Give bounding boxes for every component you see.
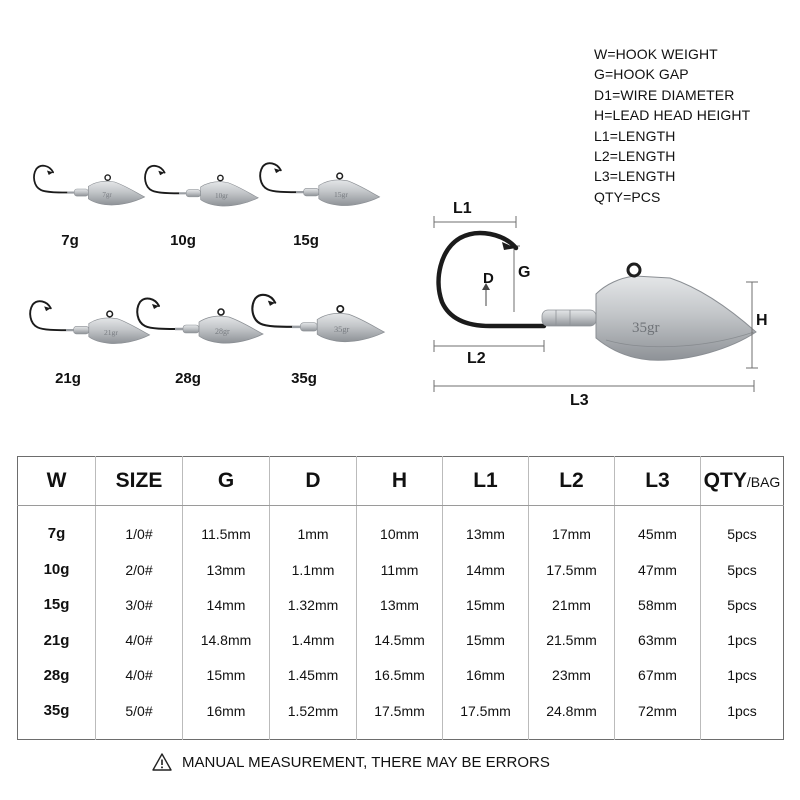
cell-size: 5/0# <box>96 693 183 740</box>
cell-d: 1mm <box>270 506 357 552</box>
cell-l2: 17mm <box>529 506 615 552</box>
cell-h: 13mm <box>357 587 443 622</box>
cell-g: 15mm <box>183 658 270 693</box>
cell-qty: 1pcs <box>701 658 784 693</box>
note-text: MANUAL MEASUREMENT, THERE MAY BE ERRORS <box>182 753 550 771</box>
cell-w: 15g <box>43 596 70 614</box>
cell-l1: 15mm <box>443 622 529 657</box>
jig-head-thumbnail <box>143 160 260 210</box>
l2-dimension-line <box>434 340 544 352</box>
table-row <box>18 506 784 552</box>
head-stamp: 35gr <box>632 320 660 336</box>
table-row <box>18 587 784 622</box>
legend-item: D1=WIRE DIAMETER <box>594 86 735 103</box>
cell-g: 16mm <box>183 693 270 740</box>
cell-w: 7g <box>47 525 66 543</box>
col-header-w: W <box>18 457 96 506</box>
warning-icon <box>152 753 172 771</box>
cell-l1: 17.5mm <box>443 693 529 740</box>
l1-label: L1 <box>453 200 472 217</box>
cell-h: 16.5mm <box>357 658 443 693</box>
legend-item: L3=LENGTH <box>594 168 676 185</box>
lure-weight-label: 7g <box>61 232 79 249</box>
cell-d: 1.45mm <box>270 658 357 693</box>
cell-l1: 16mm <box>443 658 529 693</box>
cell-qty: 5pcs <box>701 506 784 552</box>
cell-d: 1.52mm <box>270 693 357 740</box>
jig-head-thumbnail <box>250 288 387 347</box>
cell-l2: 24.8mm <box>529 693 615 740</box>
cell-size: 3/0# <box>96 587 183 622</box>
dimension-legend <box>594 44 750 207</box>
cell-g: 14mm <box>183 587 270 622</box>
lead-head <box>596 276 756 360</box>
cell-qty: 5pcs <box>701 552 784 587</box>
table-header-row <box>18 457 784 506</box>
l2-label: L2 <box>467 350 486 367</box>
cell-w: 28g <box>43 666 70 684</box>
line-eye <box>628 264 640 276</box>
cell-w: 35g <box>43 702 70 720</box>
cell-l1: 15mm <box>443 587 529 622</box>
head-stamp: 21gr <box>103 327 118 337</box>
cell-l3: 67mm <box>615 658 701 693</box>
lure-weight-label: 21g <box>55 370 81 387</box>
col-header-l3: L3 <box>615 457 701 506</box>
cell-l1: 14mm <box>443 552 529 587</box>
cell-g: 11.5mm <box>183 506 270 552</box>
col-header-l2: L2 <box>529 457 615 506</box>
dimension-diagram <box>420 190 780 420</box>
hook-collar <box>542 310 596 326</box>
head-stamp: 10gr <box>214 191 229 200</box>
col-header-size: SIZE <box>96 457 183 506</box>
cell-l3: 58mm <box>615 587 701 622</box>
lure-weight-label: 28g <box>175 370 201 387</box>
legend-item: G=HOOK GAP <box>594 66 689 83</box>
qty-header-suffix: /BAG <box>746 474 781 490</box>
l3-dimension-line <box>434 380 754 392</box>
cell-h: 11mm <box>357 552 443 587</box>
lure-weight-label: 35g <box>291 370 317 387</box>
legend-item: L1=LENGTH <box>594 127 676 144</box>
head-stamp: 15gr <box>333 189 348 199</box>
cell-h: 17.5mm <box>357 693 443 740</box>
head-stamp: 35gr <box>333 325 350 335</box>
cell-l3: 72mm <box>615 693 701 740</box>
cell-size: 1/0# <box>96 506 183 552</box>
jig-head-thumbnail <box>28 295 152 348</box>
table-row <box>18 622 784 657</box>
jig-head-thumbnail <box>135 292 265 348</box>
cell-h: 10mm <box>357 506 443 552</box>
cell-d: 1.4mm <box>270 622 357 657</box>
qty-header-label: QTY <box>703 469 747 492</box>
cell-l2: 21.5mm <box>529 622 615 657</box>
table-row <box>18 693 784 740</box>
cell-size: 2/0# <box>96 552 183 587</box>
cell-l3: 63mm <box>615 622 701 657</box>
cell-size: 4/0# <box>96 622 183 657</box>
jig-head-thumbnail <box>32 160 146 209</box>
cell-g: 14.8mm <box>183 622 270 657</box>
legend-item: H=LEAD HEAD HEIGHT <box>594 107 751 124</box>
d-label: D <box>483 270 494 287</box>
cell-l2: 17.5mm <box>529 552 615 587</box>
cell-w: 10g <box>43 561 70 579</box>
cell-d: 1.32mm <box>270 587 357 622</box>
cell-size: 4/0# <box>96 658 183 693</box>
spec-table <box>17 456 784 740</box>
cell-l3: 45mm <box>615 506 701 552</box>
table-row <box>18 658 784 693</box>
jig-head-thumbnail <box>258 157 382 210</box>
col-header-h: H <box>357 457 443 506</box>
col-header-qty <box>701 457 784 506</box>
l3-label: L3 <box>570 392 589 409</box>
lure-weight-label: 10g <box>170 232 196 249</box>
lure-weight-label: 15g <box>293 232 319 249</box>
cell-qty: 1pcs <box>701 622 784 657</box>
cell-h: 14.5mm <box>357 622 443 657</box>
measurement-note <box>152 753 550 771</box>
cell-qty: 1pcs <box>701 693 784 740</box>
head-stamp: 28gr <box>215 327 230 336</box>
col-header-d: D <box>270 457 357 506</box>
cell-l3: 47mm <box>615 552 701 587</box>
cell-qty: 5pcs <box>701 587 784 622</box>
h-label: H <box>756 312 768 329</box>
cell-l2: 21mm <box>529 587 615 622</box>
l1-dimension-line <box>434 216 516 228</box>
cell-d: 1.1mm <box>270 552 357 587</box>
head-stamp: 7gr <box>102 190 112 199</box>
legend-item: QTY=PCS <box>594 188 661 205</box>
legend-item: W=HOOK WEIGHT <box>594 46 718 62</box>
col-header-g: G <box>183 457 270 506</box>
col-header-l1: L1 <box>443 457 529 506</box>
cell-l2: 23mm <box>529 658 615 693</box>
cell-w: 21g <box>43 631 70 649</box>
table-row <box>18 552 784 587</box>
legend-item: L2=LENGTH <box>594 148 676 165</box>
cell-l1: 13mm <box>443 506 529 552</box>
g-label: G <box>518 264 531 281</box>
cell-g: 13mm <box>183 552 270 587</box>
